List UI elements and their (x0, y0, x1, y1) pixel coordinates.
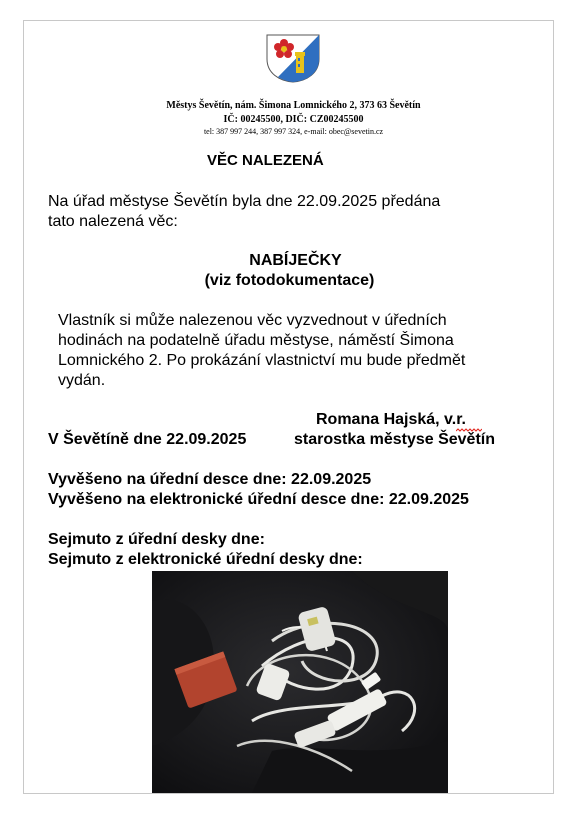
header-contacts: tel: 387 997 244, 387 997 324, e-mail: obec@sevetin.cz (203, 127, 384, 136)
page-title: VĚC NALEZENÁ (207, 152, 324, 169)
found-item-note: (viz fotodokumentace) (204, 272, 375, 289)
intro-line-1: Na úřad městyse Ševětín byla dne 22.09.2025 předána (48, 193, 441, 210)
chargers-photo (152, 571, 448, 793)
found-item-name: NABÍJEČKY (249, 252, 342, 269)
posted-electronic-date: Vyvěšeno na elektronické úřední desce dne: 22.09.2025 (48, 491, 469, 508)
signatory-name: Romana Hajská, v.r. (316, 411, 466, 428)
instructions-paragraph (58, 311, 465, 391)
posted-board-date: Vyvěšeno na úřední desce dne: 22.09.2025 (48, 471, 372, 488)
signatory-role: starostka městyse Ševětín (294, 431, 495, 448)
signature-place-date: V Ševětíně dne 22.09.2025 (48, 431, 247, 448)
instructions-line-4: vydán. (58, 372, 106, 389)
intro-paragraph (48, 192, 440, 232)
removed-board-date: Sejmuto z úřední desky dne: (48, 531, 265, 548)
header-address: Městys Ševětín, nám. Šimona Lomnického 2, 373 63 Ševětín (166, 100, 421, 111)
instructions-line-2: hodinách na podatelně úřadu městyse, náměstí Šimona (58, 332, 454, 349)
instructions-line-1: Vlastník si může nalezenou věc vyzvednout v úředních (58, 312, 447, 329)
intro-line-2: tato nalezená věc: (48, 213, 178, 230)
removed-electronic-date: Sejmuto z elektronické úřední desky dne: (48, 551, 363, 568)
instructions-line-3: Lomnického 2. Po prokázání vlastnictví mu bude předmět (58, 352, 466, 369)
municipal-coat-of-arms-icon (265, 33, 321, 83)
header-ids: IČ: 00245500, DIČ: CZ00245500 (223, 114, 364, 125)
